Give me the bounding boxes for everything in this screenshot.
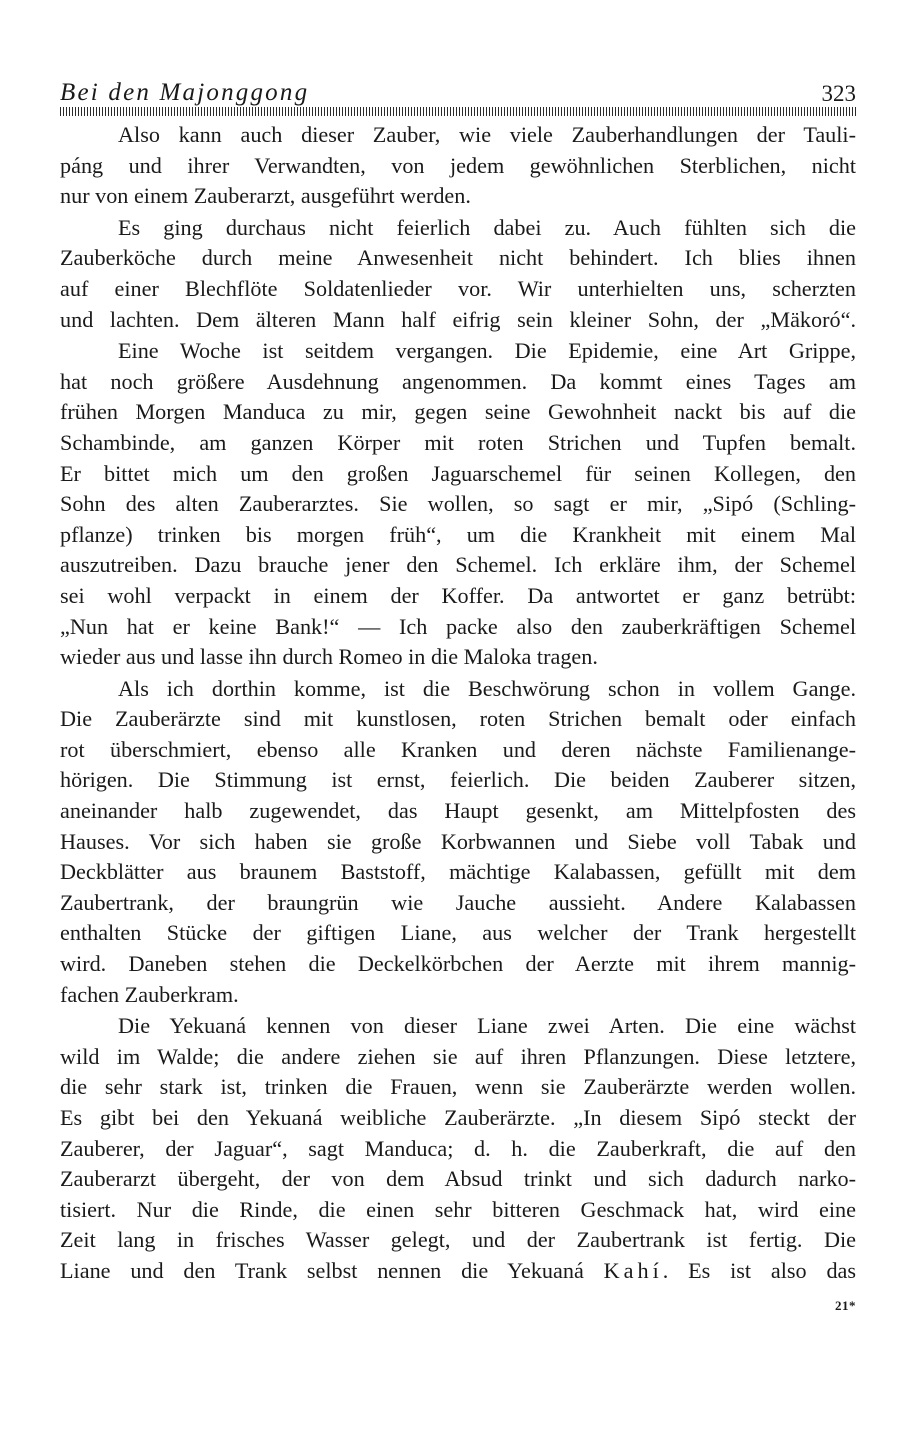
- paragraph: [60, 213, 856, 335]
- running-head-title: Bei den Majonggong: [60, 79, 310, 106]
- text-line: Zauberarzt übergeht, der von dem Absud trinkt und sich dadurch narko-: [60, 1166, 856, 1192]
- text-line: hörigen. Die Stimmung ist ernst, feierlich. Die beiden Zauberer sitzen,: [60, 767, 856, 793]
- text-line: Eine Woche ist seitdem vergangen. Die Epidemie, eine Art Grippe,: [118, 338, 856, 364]
- text-segment: . Es ist also das: [662, 1257, 857, 1283]
- text-line: Schambinde, am ganzen Körper mit roten Strichen und Tupfen bemalt.: [60, 429, 856, 455]
- paragraph: [60, 336, 856, 673]
- hatched-rule: [60, 107, 856, 116]
- page-number: 323: [821, 81, 856, 106]
- paragraph: [60, 674, 856, 1011]
- text-line: auf einer Blechflöte Soldatenlieder vor. Wir unterhielten uns, scherzten: [60, 275, 856, 301]
- text-line: nur von einem Zauberarzt, ausgeführt werden.: [60, 183, 471, 209]
- text-line: wild im Walde; die andere ziehen sie auf ihren Pflanzungen. Diese letztere,: [60, 1043, 856, 1069]
- paragraph: [60, 1011, 856, 1286]
- text-line: Sohn des alten Zauberarztes. Sie wollen, so sagt er mir, „Sipó (Schling-: [60, 491, 856, 517]
- text-line: Die Yekuaná kennen von dieser Liane zwei Arten. Die eine wächst: [118, 1013, 856, 1039]
- paragraph: [60, 120, 856, 212]
- text-line: [60, 1256, 856, 1287]
- text-line: Deckblätter aus braunem Baststoff, mächtige Kalabassen, gefüllt mit dem: [60, 859, 856, 885]
- text-line: Also kann auch dieser Zauber, wie viele Zauberhandlungen der Tauli-: [118, 122, 856, 147]
- text-line: frühen Morgen Manduca zu mir, gegen seine Gewohnheit nackt bis auf die: [60, 399, 856, 425]
- spaced-term: Kahí: [603, 1257, 663, 1283]
- text-line: „Nun hat er keine Bank!“ — Ich packe also den zauberkräftigen Schemel: [60, 613, 856, 639]
- text-line: sei wohl verpackt in einem der Koffer. Da antwortet er ganz betrübt:: [60, 582, 856, 608]
- text-line: Zauberer, der Jaguar“, sagt Manduca; d. h. die Zauberkraft, die auf den: [60, 1135, 856, 1161]
- text-line: wird. Daneben stehen die Deckelkörbchen der Aerzte mit ihrem mannig-: [60, 951, 856, 977]
- text-line: páng und ihrer Verwandten, von jedem gewöhnlichen Sterblichen, nicht: [60, 152, 856, 178]
- text-line: auszutreiben. Dazu brauche jener den Schemel. Ich erkläre ihm, der Schemel: [60, 552, 856, 578]
- text-line: fachen Zauberkram.: [60, 981, 239, 1007]
- body-text: [60, 120, 856, 1287]
- text-line: Es gibt bei den Yekuaná weibliche Zauberärzte. „In diesem Sipó steckt der: [60, 1105, 856, 1130]
- text-line: wieder aus und lasse ihn durch Romeo in die Maloka tragen.: [60, 644, 598, 670]
- text-line: Als ich dorthin komme, ist die Beschwörung schon in vollem Gange.: [118, 675, 856, 701]
- text-line: tisiert. Nur die Rinde, die einen sehr bitteren Geschmack hat, wird eine: [60, 1196, 856, 1222]
- text-line: Hauses. Vor sich haben sie große Korbwannen und Siebe voll Tabak und: [60, 828, 856, 854]
- text-line: hat noch größere Ausdehnung angenommen. Da kommt eines Tages am: [60, 368, 856, 394]
- text-line: Es ging durchaus nicht feierlich dabei zu. Auch fühlten sich die: [118, 214, 856, 240]
- signature-mark: 21*: [835, 1298, 856, 1313]
- text-line: pflanze) trinken bis morgen früh“, um die Krankheit mit einem Mal: [60, 521, 856, 547]
- text-segment: Liane und den Trank selbst nennen die Yekuaná: [60, 1257, 584, 1283]
- text-line: Zauberköche durch meine Anwesenheit nicht behindert. Ich blies ihnen: [60, 245, 856, 271]
- text-line: und lachten. Dem älteren Mann half eifrig sein kleiner Sohn, der „Mäkoró“.: [60, 306, 856, 332]
- text-line: Er bittet mich um den großen Jaguarschemel für seinen Kollegen, den: [60, 460, 856, 486]
- running-head: [60, 78, 856, 108]
- text-line: die sehr stark ist, trinken die Frauen, wenn sie Zauberärzte werden wollen.: [60, 1074, 856, 1100]
- text-line: aneinander halb zugewendet, das Haupt gesenkt, am Mittelpfosten des: [60, 798, 856, 824]
- text-line: Zaubertrank, der braungrün wie Jauche aussieht. Andere Kalabassen: [60, 889, 856, 915]
- text-line: enthalten Stücke der giftigen Liane, aus welcher der Trank hergestellt: [60, 920, 856, 946]
- text-line: Zeit lang in frisches Wasser gelegt, und der Zaubertrank ist fertig. Die: [60, 1227, 856, 1253]
- text-line: rot überschmiert, ebenso alle Kranken und deren nächste Familienange-: [60, 736, 856, 762]
- text-line: Die Zauberärzte sind mit kunstlosen, roten Strichen bemalt oder einfach: [60, 706, 856, 732]
